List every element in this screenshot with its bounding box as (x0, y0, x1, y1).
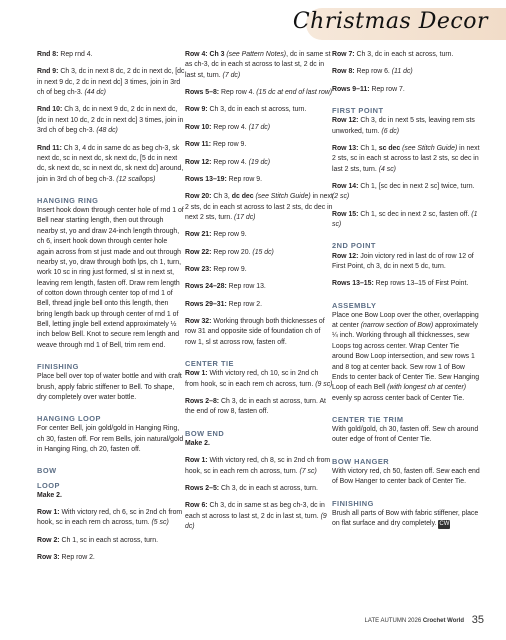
page-title: Christmas Decor (292, 9, 488, 34)
first-point-row-14: Row 14: Ch 1, [sc dec in next 2 sc] twice, turn. (2 sc) (332, 182, 475, 201)
first-point-row-12: Row 12: Ch 3, dc in next 5 sts, leaving rem sts unworked, turn. (6 dc) (332, 117, 475, 135)
row-32: Row 32: Working through both thicknesses of row 31 and opposite side of foundation ch of row 1, sl st across row, fasten off. (185, 318, 325, 346)
section-heading-bow-end: BOW END (185, 428, 225, 438)
page-footer (365, 614, 484, 626)
first-point-row-13: Row 13: Ch 1, sc dec (see Stitch Guide) in next 2 sts, sc in each st across to last 2 sts, sc dec in last 2 sts, turn. (4 sc) (332, 144, 480, 173)
section-heading-finishing-bow: FINISHING (332, 498, 374, 508)
rnd-9: Rnd 9: Ch 3, dc in next 8 dc, 2 dc in next dc, [dc in next 9 dc, 2 dc in next dc] 3 times, join in 3rd ch of beg ch-3. (44 dc) (37, 68, 185, 97)
bow-end-row-6: Row 6: Ch 3, dc in same st as beg ch-3, dc in each st across to last st, 2 dc in last st, turn. (9 dc) (185, 502, 327, 530)
rows-9-11: Rows 9–11: Rep row 7. (332, 85, 405, 93)
hanging-loop-text: For center Bell, join gold/gold in Hanging Ring, ch 30, fasten off. For rem Bells, join natural/gold in Hanging Ring, ch 20, fasten off. (37, 425, 184, 454)
section-heading-center-tie: CENTER TIE (185, 359, 234, 369)
center-tie-rows-2-8: Rows 2–8: Ch 3, dc in each st across, turn. At the end of row 8, fasten off. (185, 398, 326, 416)
center-tie-trim-text: With gold/gold, ch 30, fasten off. Sew ch around outer edge of front of Center Tie. (332, 426, 479, 444)
page-number: 35 (471, 614, 484, 626)
assembly-text: Place one Bow Loop over the other, overlapping at center (narrow section of Bow) approximately ¼ inch. Working through all thicknesses, sew Loops tog across center. Wrap Center Tie around Bow Loop intersection, and sew rows 1 and 8 tog at center back. Sew row 1 of Bow Ends to center back of Center Tie. Sew Hanging Loop of each Bell (with longest ch at center) evenly sp across center back of Center Tie. (332, 311, 480, 402)
row-9: Row 9: Ch 3, dc in each st across, turn. (185, 106, 307, 114)
section-heading-bow: BOW (37, 466, 57, 476)
rows-13-19: Rows 13–19: Rep row 9. (185, 175, 262, 183)
row-7: Row 7: Ch 3, dc in each st across, turn. (332, 51, 454, 58)
rows-5-8: Rows 5–8: Rep row 4. (15 dc at end of last row) (185, 89, 333, 97)
issue-label: LATE AUTUMN 2026 (364, 618, 422, 624)
column-2 (185, 50, 333, 539)
loop-row-1: Row 1: With victory red, ch 6, sc in 2nd ch from hook, sc in each rem ch across, turn. (5 sc) (37, 509, 183, 527)
loop-make-count: Make 2. (37, 491, 62, 499)
bow-end-make-count: Make 2. (185, 439, 210, 447)
section-heading-first-point: FIRST POINT (332, 106, 384, 116)
section-heading-2nd-point: 2ND POINT (332, 241, 376, 251)
row-4: Row 4: Ch 3 (see Pattern Notes), dc in same st as ch-3, dc in each st across to last st, 2 dc in last st, turn. (7 dc) (185, 51, 331, 79)
loop-row-2: Row 2: Ch 1, sc in each st across, turn. (37, 536, 159, 544)
row-11: Row 11: Rep row 9. (185, 141, 247, 149)
row-8: Row 8: Rep row 6. (11 dc) (332, 68, 413, 76)
rows-24-28: Rows 24–28: Rep row 13. (185, 283, 266, 291)
finishing-bow-text: Brush all parts of Bow with fabric stiffener, place on flat surface and dry completely. CW (332, 509, 479, 528)
column-3 (332, 50, 480, 536)
rnd-11: Rnd 11: Ch 3, 4 dc in same dc as beg ch-3, sk next dc, sc in next dc, sk next dc, [5 dc in next dc, sk next dc, sc in next dc, sk next dc] around, join in 3rd ch of beg ch-3. (12 scallops) (37, 144, 184, 183)
row-22: Row 22: Rep row 20. (15 dc) (185, 248, 274, 256)
section-heading-hanging-loop: HANGING LOOP (37, 414, 101, 424)
row-21: Row 21: Rep row 9. (185, 231, 247, 239)
2nd-point-rows-13-15: Rows 13–15: Rep rows 13–15 of First Point. (332, 280, 469, 288)
first-point-row-15: Row 15: Ch 1, sc dec in next 2 sc, fasten off. (1 sc) (332, 210, 478, 229)
publication-name: Crochet World (422, 618, 465, 624)
2nd-point-row-12: Row 12: Join victory red in last dc of row 12 of First Point, ch 3, dc in next 5 dc, turn. (332, 252, 474, 270)
row-20: Row 20: Ch 3, dc dec (see Stitch Guide) in next 2 sts, dc in each st across to last 2 sts, dc dec in next 2 sts, turn. (17 dc) (185, 193, 333, 221)
section-heading-center-tie-trim: CENTER TIE TRIM (332, 414, 404, 424)
section-heading-bow-hanger: BOW HANGER (332, 456, 390, 466)
rows-29-31: Rows 29–31: Rep row 2. (185, 300, 262, 308)
section-heading-hanging-ring: HANGING RING (37, 195, 99, 205)
column-1 (37, 50, 185, 570)
section-heading-assembly: ASSEMBLY (332, 300, 377, 310)
row-12: Row 12: Rep row 4. (19 dc) (185, 158, 271, 166)
section-heading-finishing: FINISHING (37, 362, 79, 372)
row-10: Row 10: Rep row 4. (17 dc) (185, 123, 271, 131)
rnd-8: Rnd 8: Rep rnd 4. (37, 51, 93, 58)
rnd-10: Rnd 10: Ch 3, dc in next 9 dc, 2 dc in next dc, [dc in next 10 dc, 2 dc in next dc] 3 times, join in 3rd ch of beg ch-3. (48 dc) (37, 106, 184, 135)
finishing-text: Place bell over top of water bottle and with craft brush, apply fabric stiffener to Bell. To shape, dry completely over water bottle. (37, 373, 182, 401)
end-mark-icon: CW (439, 521, 450, 528)
bow-end-rows-2-5: Rows 2–5: Ch 3, dc in each st across, turn. (185, 484, 318, 492)
bow-end-row-1: Row 1: With victory red, ch 8, sc in 2nd ch from hook, sc in each rem ch across, turn. (7 sc) (185, 457, 331, 475)
section-heading-loop: LOOP (37, 480, 60, 490)
bow-hanger-text: With victory red, ch 50, fasten off. Sew each end of Bow Hanger to center back of Center Tie. (332, 467, 480, 486)
row-23: Row 23: Rep row 9. (185, 266, 247, 274)
center-tie-row-1: Row 1: With victory red, ch 10, sc in 2nd ch from hook, sc in each rem ch across, turn. (9 sc) (185, 370, 333, 388)
loop-row-3: Row 3: Rep row 2. (37, 554, 95, 562)
hanging-ring-text: Insert hook down through center hole of rnd 1 of Bell near starting length, then out through nearby st, yo and draw 24-inch length through, ch 6, insert hook down through center hole again across from st just made and out through nearby st, yo, draw through both lps, ch 1, turn, work 10 sc in ring just formed, sl st in next st, leaving rem length, fasten off. Draw rem length of cotton down through center top of rnd 1 of Bell, thread jingle bell onto this length, then bring length back up through center of rnd 1 of Bell, letting jingle bell extend approximately ½ inch below Bell. Knot to secure rem length and weave through rnd 1 of Bell, trim rem end. (37, 207, 184, 349)
